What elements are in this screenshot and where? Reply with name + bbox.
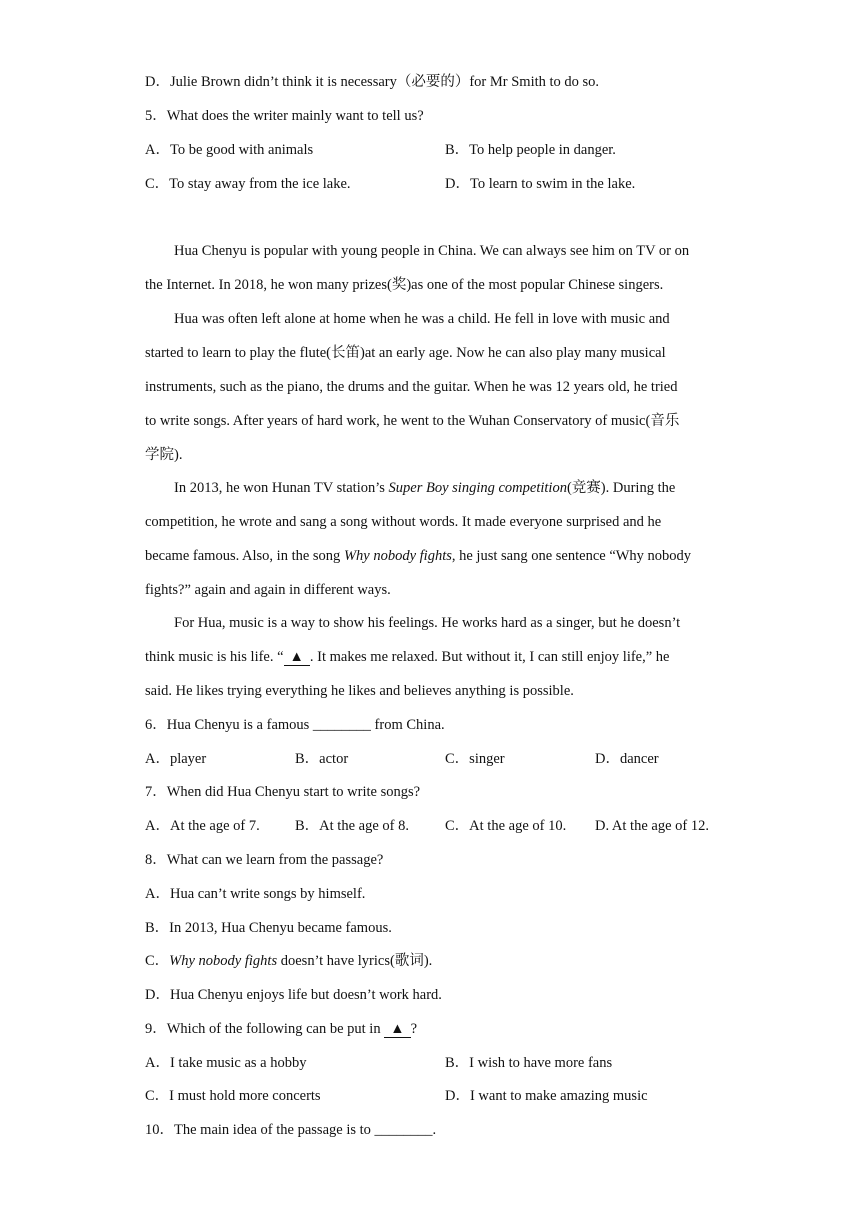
option-letter: C． [145, 953, 170, 969]
question-end: ? [410, 1021, 417, 1037]
q5-option-c: C．To stay away from the ice lake. [145, 176, 351, 192]
passage-line: 学院). [145, 447, 183, 463]
q6-option-b: B．actor [295, 751, 349, 767]
passage-line: to write songs. After years of hard work, he went to the Wuhan Conservatory of music(音乐 [145, 413, 680, 429]
q7-option-c: C．At the age of 10. [445, 818, 567, 834]
passage-line [174, 478, 675, 498]
q7-stem: 7．When did Hua Chenyu start to write songs? [145, 784, 421, 800]
q4-option-d: D．Julie Brown didn’t think it is necessary（必要的）for Mr Smith to do so. [145, 74, 600, 90]
passage-line: said. He likes trying everything he likes and believes anything is possible. [145, 683, 574, 699]
q7-option-b: B．At the age of 8. [295, 818, 409, 834]
q5-option-a: A．To be good with animals [145, 142, 314, 158]
q8-option-c [145, 951, 432, 971]
q9-option-d: D．I want to make amazing music [445, 1088, 648, 1104]
song-title: Why nobody fights [169, 953, 278, 969]
q9-option-b: B．I wish to have more fans [445, 1055, 613, 1071]
passage-text: , he just sang one sentence “Why nobody [451, 548, 692, 564]
q8-option-a: A．Hua can’t write songs by himself. [145, 886, 366, 902]
q6-stem: 6．Hua Chenyu is a famous ________ from China. [145, 717, 445, 733]
q9-option-a: A．I take music as a hobby [145, 1055, 307, 1071]
q5-option-b: B．To help people in danger. [445, 142, 616, 158]
question-text: 9．Which of the following can be put in [145, 1021, 385, 1037]
passage-line: instruments, such as the piano, the drums and the guitar. When he was 12 years old, he tried [145, 379, 678, 395]
passage-line: Hua Chenyu is popular with young people in China. We can always see him on TV or on [174, 243, 690, 259]
q6-option-d: D．dancer [595, 751, 659, 767]
q9-option-c: C．I must hold more concerts [145, 1088, 321, 1104]
q9-stem [145, 1019, 417, 1039]
song-title: Why nobody fights [343, 548, 452, 564]
q5-option-d: D．To learn to swim in the lake. [445, 176, 636, 192]
passage-text: . It makes me relaxed. But without it, I can still enjoy life,” he [309, 649, 670, 665]
passage-line: For Hua, music is a way to show his feelings. He works hard as a singer, but he doesn’t [174, 615, 681, 631]
passage-line: started to learn to play the flute(长笛)at an early age. Now he can also play many musical [145, 345, 666, 361]
q8-option-d: D．Hua Chenyu enjoys life but doesn’t work hard. [145, 987, 442, 1003]
q6-option-c: C．singer [445, 751, 505, 767]
q7-option-a: A．At the age of 7. [145, 818, 260, 834]
passage-text: think music is his life. “ [145, 649, 284, 665]
q10-stem: 10．The main idea of the passage is to ________. [145, 1122, 437, 1138]
passage-line: Hua was often left alone at home when he was a child. He fell in love with music and [174, 311, 670, 327]
q6-option-a: A．player [145, 751, 207, 767]
passage-text: In 2013, he won Hunan TV station’s [174, 480, 389, 496]
option-text: doesn’t have lyrics(歌词). [277, 953, 433, 969]
answer-blank: ▲ [284, 649, 310, 666]
passage-text: became famous. Also, in the song [145, 548, 344, 564]
q8-stem: 8．What can we learn from the passage? [145, 852, 384, 868]
q7-option-d: D. At the age of 12. [595, 818, 709, 834]
passage-line: competition, he wrote and sang a song without words. It made everyone surprised and he [145, 514, 662, 530]
competition-title: Super Boy singing competition [388, 480, 567, 496]
passage-text: (竞赛). During the [566, 480, 676, 496]
q5-stem: 5．What does the writer mainly want to tell us? [145, 108, 424, 124]
passage-line [145, 647, 670, 667]
passage-line: fights?” again and again in different ways. [145, 582, 391, 598]
answer-blank: ▲ [384, 1021, 410, 1038]
passage-line [145, 546, 691, 566]
passage-line: the Internet. In 2018, he won many prizes(奖)as one of the most popular Chinese singers. [145, 277, 664, 293]
q8-option-b: B．In 2013, Hua Chenyu became famous. [145, 920, 392, 936]
